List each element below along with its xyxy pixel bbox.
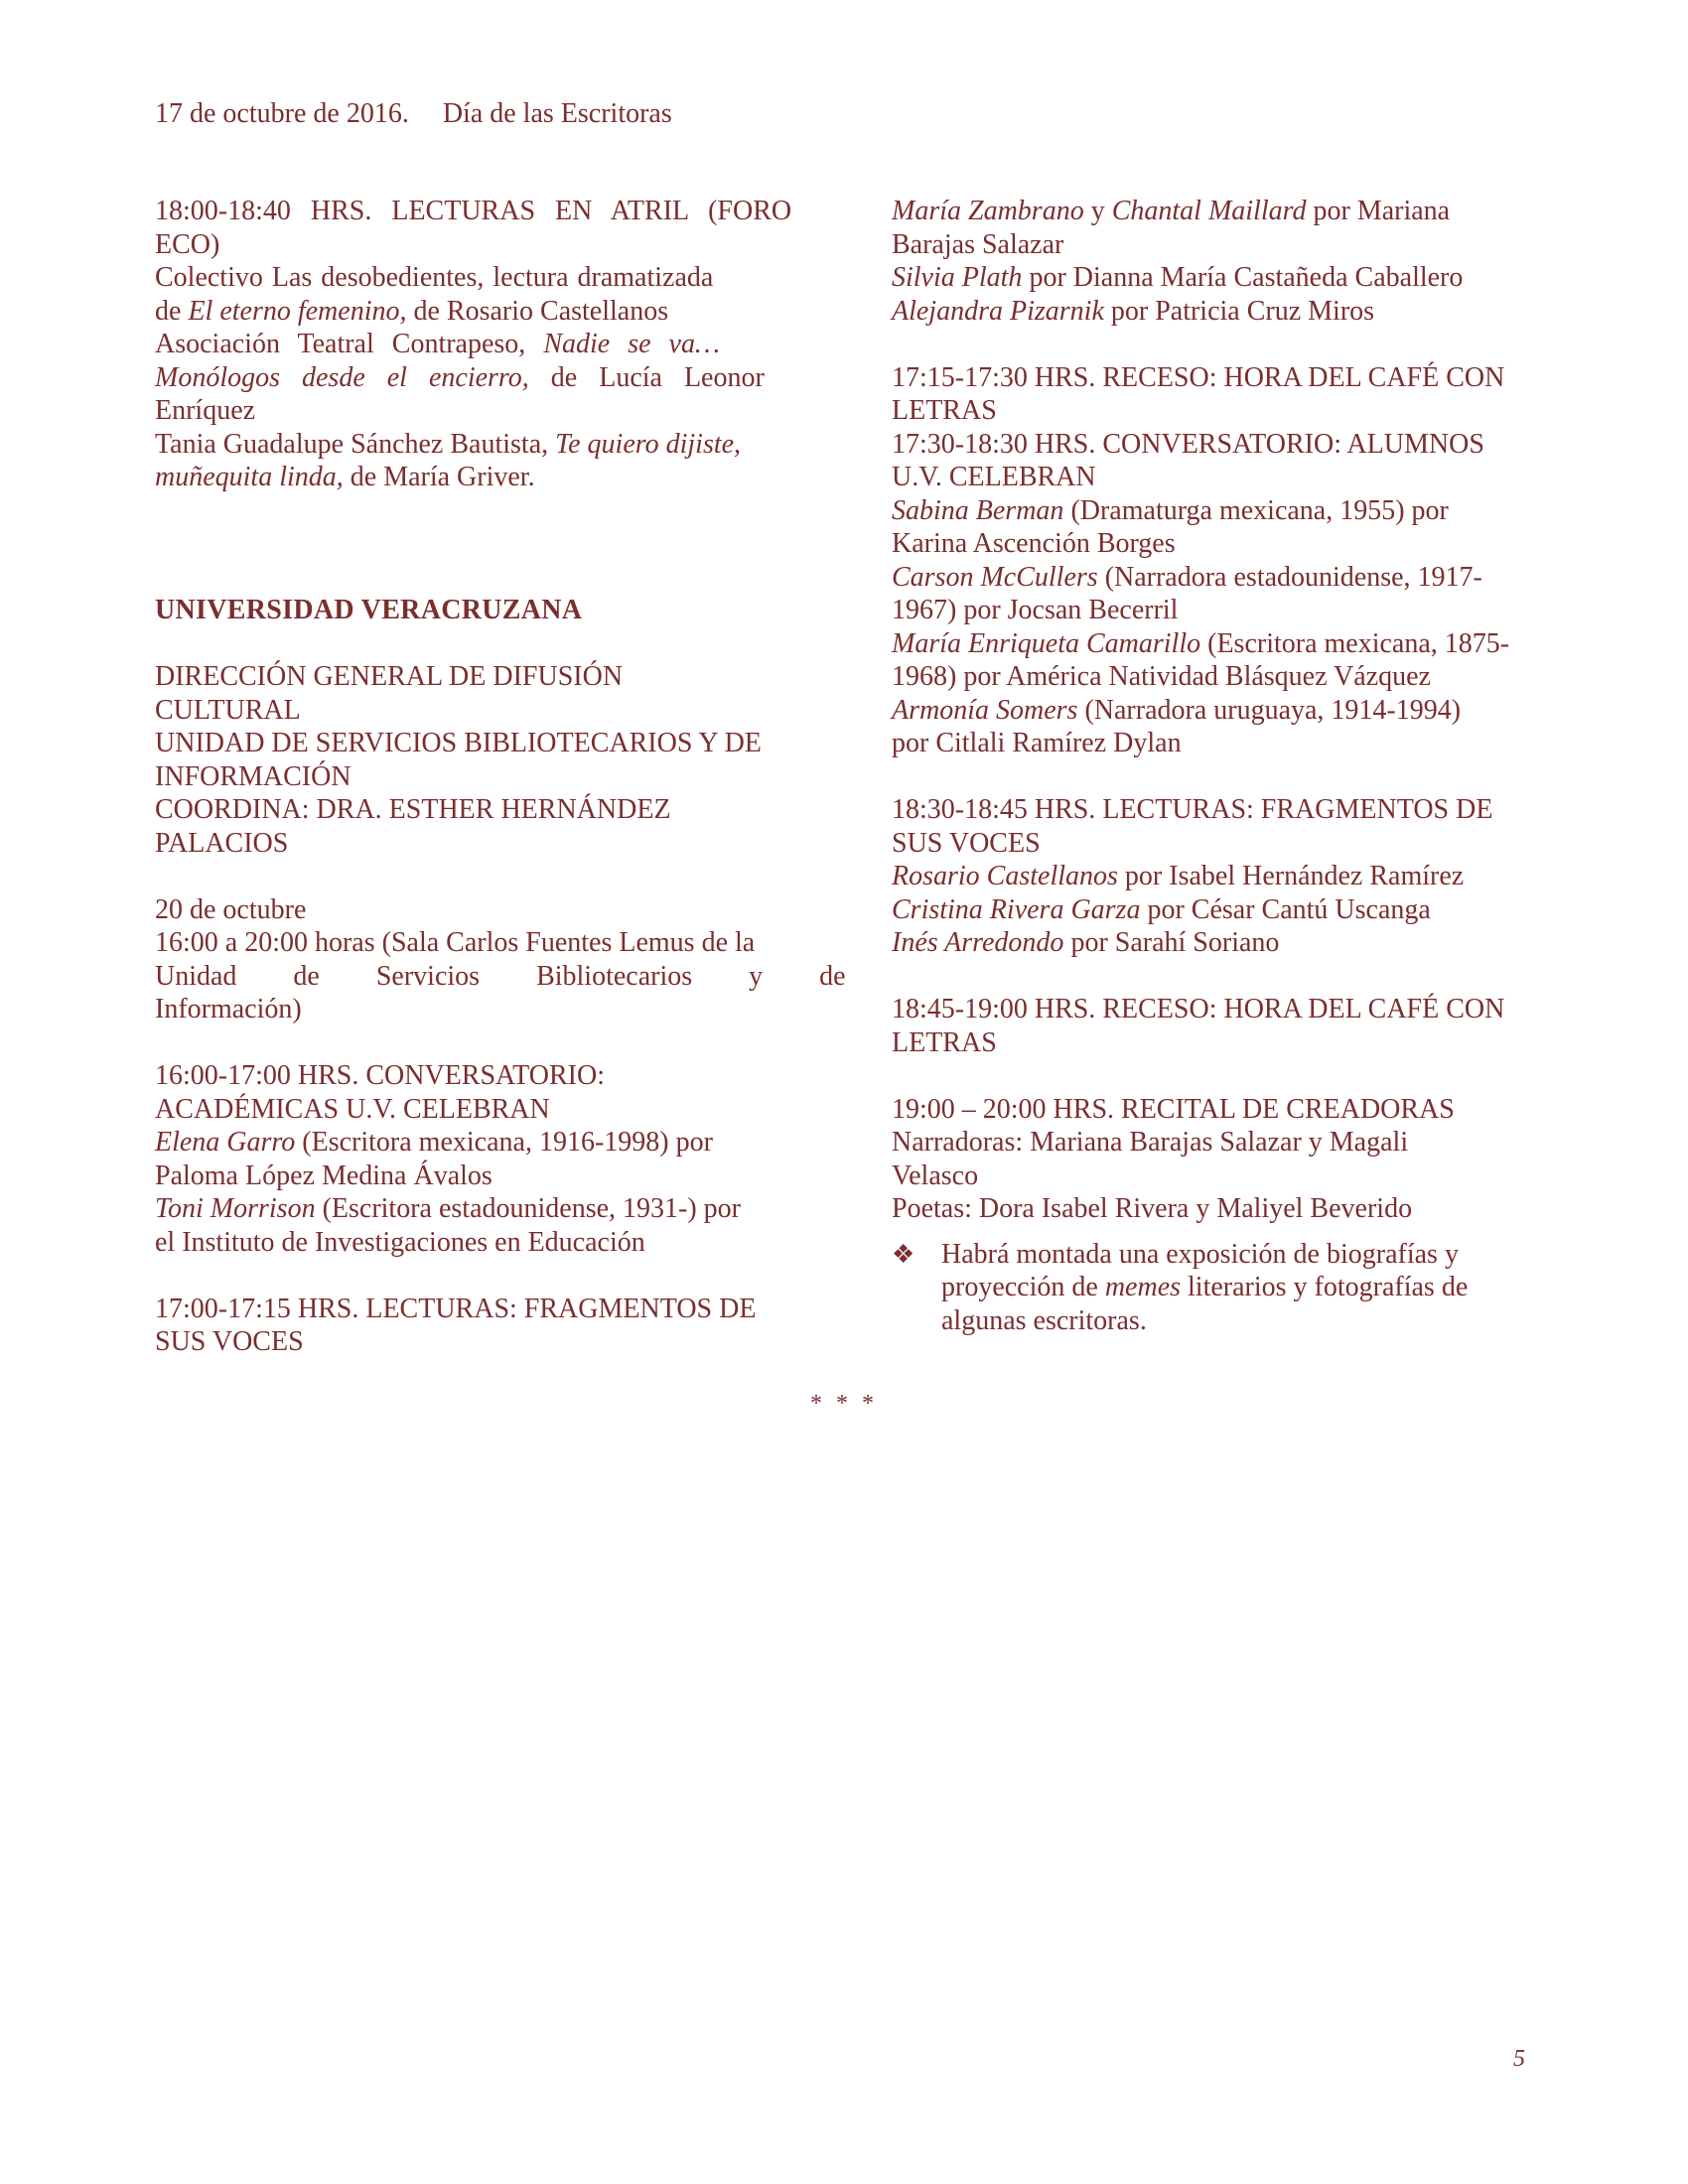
note-line3: algunas escritoras. <box>941 1304 1147 1336</box>
recital-narradoras: Narradoras: Mariana Barajas Salazar y Magali <box>892 1127 1409 1158</box>
recital-poetas: Poetas: Dora Isabel Rivera y Maliyel Beverido <box>892 1193 1413 1224</box>
author-name: Elena Garro <box>155 1127 296 1158</box>
org-line5: COORDINA: DRA. ESTHER HERNÁNDEZ <box>155 794 671 825</box>
arredondo-line <box>892 926 1527 960</box>
academicas-heading-line1: 16:00-17:00 HRS. CONVERSATORIO: <box>155 1060 605 1091</box>
text: (Narradora uruguaya, 1914-1994) <box>1077 694 1462 726</box>
text: literarios y fotografías de <box>1181 1272 1469 1302</box>
camarillo-by: 1968) por América Natividad Blásquez Vázquez <box>892 661 1431 692</box>
text: (Escritora mexicana, 1916-1998) por <box>295 1127 713 1158</box>
author-name: Inés Arredondo <box>892 927 1064 958</box>
author-name: Sabina Berman <box>892 494 1064 526</box>
colectivo-line1: Colectivo Las desobedientes, lectura dramatizada <box>155 262 714 293</box>
alumnos-heading-line2: U.V. CELEBRAN <box>892 462 1096 492</box>
recital-heading: 19:00 – 20:00 HRS. RECITAL DE CREADORAS <box>892 1093 1455 1125</box>
contrapeso-line2 <box>155 361 792 395</box>
tania-line1 <box>155 428 792 462</box>
text: de Rosario Castellanos <box>406 295 669 327</box>
work-title: muñequita linda, <box>155 462 344 492</box>
berman-by: Karina Ascención Borges <box>892 528 1176 559</box>
text: de <box>155 295 189 327</box>
barajas-line: Barajas Salazar <box>892 228 1064 260</box>
author-name: Carson McCullers <box>892 561 1098 593</box>
org-line2: CULTURAL <box>155 694 301 726</box>
text: Tania Guadalupe Sánchez Bautista, <box>155 428 556 460</box>
voces-heading-line2: SUS VOCES <box>155 1326 304 1357</box>
text: de Lucía Leonor <box>528 361 765 393</box>
lecturas2-heading-line2: SUS VOCES <box>892 827 1041 859</box>
work-title: Monólogos desde el encierro, <box>155 361 529 393</box>
text: y <box>1083 196 1112 226</box>
text: de María Griver. <box>343 462 535 492</box>
tania-line2 <box>155 461 792 494</box>
text: (Escritora mexicana, 1875- <box>1200 627 1510 659</box>
colectivo-line2 <box>155 295 792 329</box>
receso2-line1: 18:45-19:00 HRS. RECESO: HORA DEL CAFÉ CON <box>892 994 1505 1024</box>
work-title: El eterno femenino, <box>188 295 407 327</box>
receso1-line2: LETRAS <box>892 395 997 426</box>
author-name: Alejandra Pizarnik <box>892 295 1104 327</box>
header-date: 17 de octubre de 2016. <box>155 98 409 129</box>
camarillo-line <box>892 627 1527 661</box>
atril-heading-line1: 18:00-18:40 HRS. LECTURAS EN ATRIL (FORO <box>155 196 792 226</box>
exhibition-note <box>892 1238 1527 1338</box>
contrapeso-line1 <box>155 328 792 361</box>
header-title: Día de las Escritoras <box>442 98 672 129</box>
venue-line3: Información) <box>155 994 302 1024</box>
plath-line <box>892 261 1527 295</box>
memes-word: memes <box>1104 1272 1182 1302</box>
org-line4: INFORMACIÓN <box>155 760 352 792</box>
text: por César Cantú Uscanga <box>1140 893 1431 925</box>
lecturas2-heading-line1: 18:30-18:45 HRS. LECTURAS: FRAGMENTOS DE <box>892 794 1493 825</box>
author-name: Chantal Maillard <box>1111 196 1307 226</box>
castellanos-line <box>892 860 1527 893</box>
author-name: Silvia Plath <box>892 262 1023 293</box>
morrison-line <box>155 1192 792 1226</box>
text: (Escritora estadounidense, 1931-) por <box>315 1193 741 1224</box>
berman-line <box>892 494 1527 528</box>
author-name: Cristina Rivera Garza <box>892 893 1141 925</box>
university-heading: UNIVERSIDAD VERACRUZANA <box>155 595 583 625</box>
org-line6: PALACIOS <box>155 827 289 859</box>
academicas-heading-line2: ACADÉMICAS U.V. CELEBRAN <box>155 1093 550 1125</box>
text: por Mariana <box>1306 196 1451 226</box>
text: por Patricia Cruz Miros <box>1103 295 1375 327</box>
author-name: María Enriqueta Camarillo <box>892 627 1201 659</box>
running-header <box>155 97 672 131</box>
garro-by: Paloma López Medina Ávalos <box>155 1160 492 1191</box>
note-line2 <box>941 1271 1527 1304</box>
somers-by: por Citlali Ramírez Dylan <box>892 728 1182 758</box>
section-separator: * * * <box>810 1391 878 1417</box>
alumnos-heading-line1: 17:30-18:30 HRS. CONVERSATORIO: ALUMNOS <box>892 428 1484 460</box>
text: Asociación Teatral Contrapeso, <box>155 329 544 359</box>
venue-line1: 16:00 a 20:00 horas (Sala Carlos Fuentes Lemus de la <box>155 927 756 958</box>
receso2-line2: LETRAS <box>892 1026 997 1058</box>
receso1-line1: 17:15-17:30 HRS. RECESO: HORA DEL CAFÉ CON <box>892 361 1505 393</box>
left-column <box>155 195 846 1359</box>
text: por Sarahí Soriano <box>1063 927 1280 958</box>
mccullers-by: 1967) por Jocsan Becerril <box>892 595 1179 625</box>
author-name: María Zambrano <box>892 196 1084 226</box>
pizarnik-line <box>892 295 1527 329</box>
mccullers-line <box>892 561 1527 595</box>
diamond-bullet-icon: ❖ <box>892 1239 915 1269</box>
zambrano-line <box>892 195 1527 228</box>
contrapeso-line3: Enríquez <box>155 395 256 426</box>
voces-heading-line1: 17:00-17:15 HRS. LECTURAS: FRAGMENTOS DE <box>155 1293 757 1324</box>
note-line1: Habrá montada una exposición de biografías y <box>941 1238 1459 1270</box>
rivera-line <box>892 893 1527 927</box>
text: por Isabel Hernández Ramírez <box>1117 861 1465 891</box>
somers-line <box>892 694 1527 728</box>
text: (Narradora estadounidense, 1917- <box>1097 561 1482 593</box>
author-name: Armonía Somers <box>892 694 1078 726</box>
text: (Dramaturga mexicana, 1955) por <box>1063 494 1449 526</box>
recital-narradoras-cont: Velasco <box>892 1160 979 1191</box>
work-title: Te quiero dijiste, <box>555 428 742 460</box>
event-date: 20 de octubre <box>155 893 307 925</box>
right-column <box>892 195 1527 1337</box>
author-name: Rosario Castellanos <box>892 861 1118 891</box>
org-line3: UNIDAD DE SERVICIOS BIBLIOTECARIOS Y DE <box>155 728 762 758</box>
venue-line2: Unidad de Servicios Bibliotecarios y de <box>155 960 846 992</box>
text: por Dianna María Castañeda Caballero <box>1022 262 1464 293</box>
garro-line <box>155 1126 792 1160</box>
text: proyección de <box>941 1272 1105 1302</box>
atril-heading-line2: ECO) <box>155 228 220 260</box>
work-title: Nadie se va… <box>543 329 720 359</box>
org-line1: DIRECCIÓN GENERAL DE DIFUSIÓN <box>155 661 624 692</box>
page-number: 5 <box>1513 2046 1525 2072</box>
author-name: Toni Morrison <box>155 1193 316 1224</box>
morrison-by: el Instituto de Investigaciones en Educación <box>155 1226 645 1258</box>
